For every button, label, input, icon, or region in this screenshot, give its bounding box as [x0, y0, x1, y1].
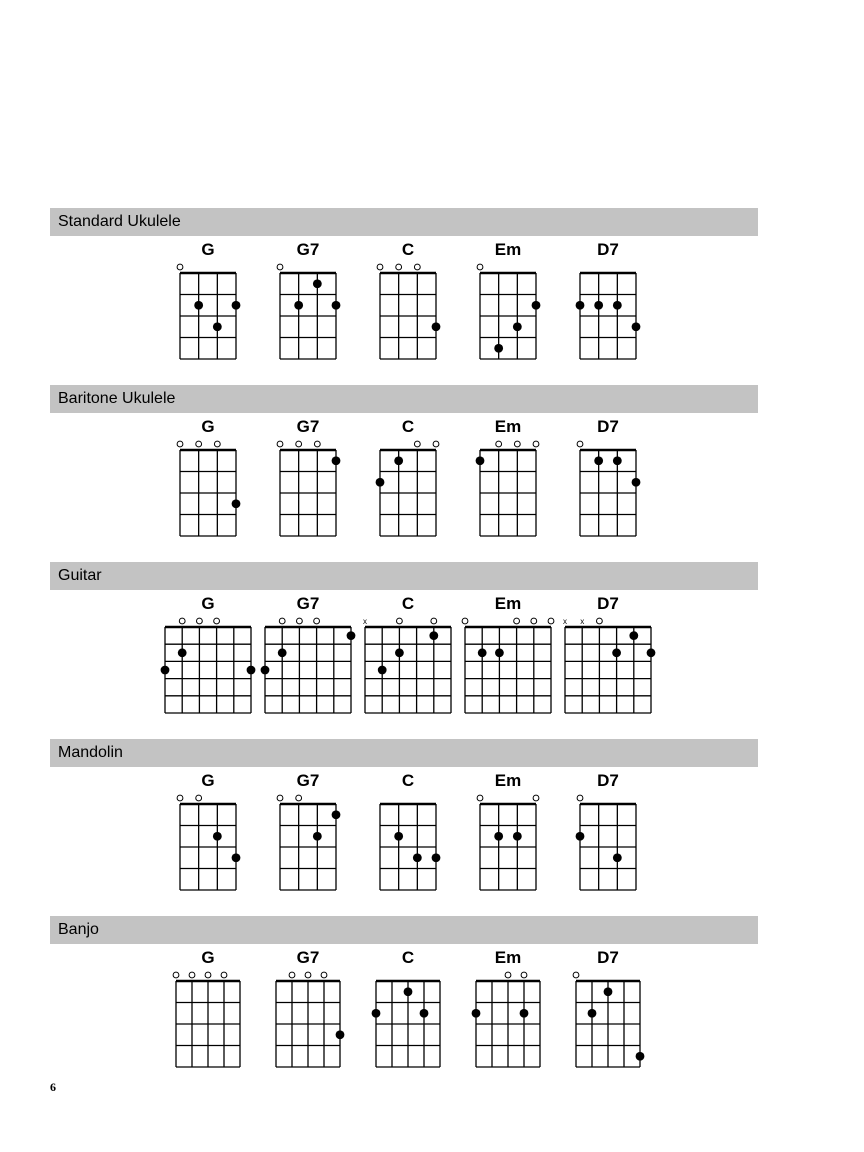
chord-d7: [558, 948, 658, 1071]
spacer: [50, 363, 758, 385]
chord-diagram: [472, 792, 544, 894]
spacer: [50, 894, 758, 916]
chord-g7: [258, 594, 358, 717]
chord-g7: [258, 771, 358, 894]
chord-name: D7: [597, 948, 619, 967]
chord-g: [158, 594, 258, 717]
section-banjo: [50, 916, 758, 1071]
chord-c: [358, 417, 458, 540]
chord-name: G: [201, 594, 215, 613]
chord-em: [458, 771, 558, 894]
chord-name: Em: [494, 417, 522, 436]
chord-diagram: [268, 969, 348, 1071]
chord-name: C: [401, 948, 415, 967]
chord-diagram: [357, 615, 459, 717]
chord-em: [458, 594, 558, 717]
svg-text:x: x: [363, 617, 367, 626]
chord-row: [50, 413, 758, 540]
chord-d7: [558, 417, 658, 540]
chord-diagram: [568, 969, 648, 1071]
chord-diagram: [372, 792, 444, 894]
chord-diagram: [172, 438, 244, 540]
chord-g: [158, 240, 258, 363]
svg-text:x: x: [580, 617, 585, 626]
chord-name: C: [401, 594, 415, 613]
chord-diagram: [272, 438, 344, 540]
chord-row: [50, 944, 758, 1071]
section-guitar: [50, 562, 758, 717]
svg-text:x: x: [563, 617, 567, 626]
chord-name: Em: [494, 594, 522, 613]
section-title-bar: Standard Ukulele: [50, 208, 758, 236]
chord-row: [50, 767, 758, 894]
chord-diagram: [272, 792, 344, 894]
chord-diagram: [472, 261, 544, 363]
chord-diagram: [168, 969, 248, 1071]
section-title-bar: Banjo: [50, 916, 758, 944]
chord-chart-content: [50, 208, 758, 1071]
chord-diagram: [557, 615, 659, 717]
section-title-bar: Baritone Ukulele: [50, 385, 758, 413]
chord-d7: [558, 771, 658, 894]
chord-g7: [258, 948, 358, 1071]
chord-name: D7: [597, 240, 619, 259]
chord-name: D7: [597, 771, 619, 790]
chord-diagram: [572, 438, 644, 540]
chord-diagram: [157, 615, 259, 717]
chord-name: C: [401, 417, 415, 436]
chord-c: [358, 771, 458, 894]
section-title-bar: Mandolin: [50, 739, 758, 767]
chord-em: [458, 240, 558, 363]
chord-diagram: [372, 438, 444, 540]
chord-name: G7: [296, 240, 320, 259]
chord-name: Em: [494, 771, 522, 790]
chord-diagram: [272, 261, 344, 363]
spacer: [50, 540, 758, 562]
chord-diagram: [457, 615, 559, 717]
chord-row: [50, 236, 758, 363]
chord-g: [158, 771, 258, 894]
chord-em: [458, 417, 558, 540]
chord-diagram: [472, 438, 544, 540]
chord-name: G: [201, 240, 215, 259]
chord-name: G7: [296, 948, 320, 967]
page-number: 6: [50, 1080, 56, 1094]
chord-name: C: [401, 771, 415, 790]
chord-diagram: [372, 261, 444, 363]
chord-c: [358, 240, 458, 363]
chord-name: G7: [296, 771, 320, 790]
section-standard-ukulele: [50, 208, 758, 363]
chord-c: [358, 594, 458, 717]
chord-g: [158, 417, 258, 540]
chord-name: Em: [494, 948, 522, 967]
chord-diagram: [572, 792, 644, 894]
chord-diagram: [468, 969, 548, 1071]
chord-d7: [558, 240, 658, 363]
chord-name: G: [201, 771, 215, 790]
chord-diagram: [572, 261, 644, 363]
spacer: [50, 717, 758, 739]
chord-name: G7: [296, 417, 320, 436]
chord-name: Em: [494, 240, 522, 259]
section-title-bar: Guitar: [50, 562, 758, 590]
chord-d7: [558, 594, 658, 717]
chord-g: [158, 948, 258, 1071]
chord-diagram: [172, 261, 244, 363]
chord-c: [358, 948, 458, 1071]
chord-name: C: [401, 240, 415, 259]
chord-diagram: [172, 792, 244, 894]
chord-g7: [258, 417, 358, 540]
chord-diagram: [257, 615, 359, 717]
chord-name: G: [201, 417, 215, 436]
chord-em: [458, 948, 558, 1071]
chord-name: G: [201, 948, 215, 967]
section-baritone-ukulele: [50, 385, 758, 540]
chord-g7: [258, 240, 358, 363]
chord-name: D7: [597, 594, 619, 613]
chord-row: [50, 590, 758, 717]
chord-diagram: [368, 969, 448, 1071]
section-mandolin: [50, 739, 758, 894]
chord-name: D7: [597, 417, 619, 436]
chord-name: G7: [296, 594, 320, 613]
